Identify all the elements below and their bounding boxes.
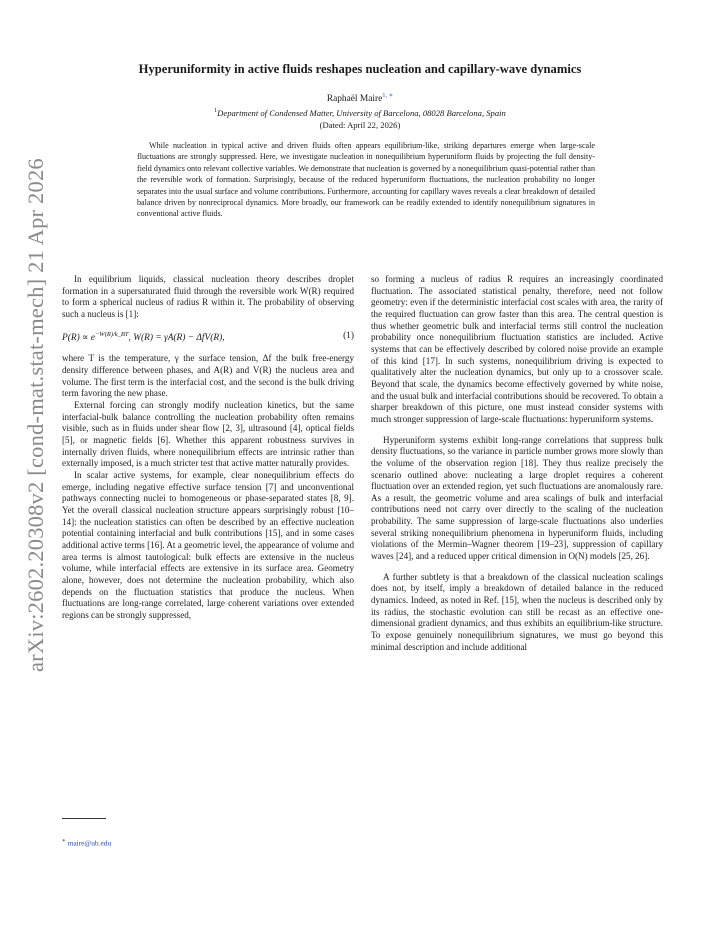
paragraph: so forming a nucleus of radius R requires an increasingly coordinated fluctuation. The associated statistical penalty, therefore, need not follow geometry: even if the deterministic interfacial cost scales with area, the rarity of the required fluctuation can grow faster than this area. The central question is thus whether geometric bulk and interfacial terms still control the nucleation probability once nonequilibrium fluctuation statistics are included. Active systems that can be effectively described by colored noise provide an example of this kind [17]. In such systems, nonequilibrium driving is expected to qualitatively alter the nucleation dynamics, but only up to a crossover scale. Beyond that scale, the dynamics become effectively governed by white noise, and the usual bulk and interfacial contributions should be recovered. To obtain a sharper breakdown of this picture, one must instead consider systems with much stronger suppression of large-scale fluctuations: hyperuniform systems. — [371, 274, 663, 424]
paper-title: Hyperuniformity in active fluids reshapes nucleation and capillary-wave dynamics — [138, 62, 582, 76]
paragraph: where T is the temperature, γ the surface tension, Δf the bulk free-energy density difference between phases, and A(R) and V(R) the nucleus area and volume. The first term is the interfacial cost, and the second is the bulk driving term favoring the new phase. — [62, 353, 354, 399]
author-marks[interactable]: 1, ∗ — [382, 92, 394, 99]
footnote — [62, 838, 111, 847]
right-column — [371, 274, 663, 653]
paragraph: In scalar active systems, for example, clear nonequilibrium effects do emerge, including negative effective surface tension [7] and unconventional pathways connecting nuclei to homogeneous or phase-separated states [8, 9]. Yet the overall classical nucleation structure appears surprisingly robust [10–14]: the nucleation statistics can often be described by an effective nucleation potential containing interfacial and bulk contributions [15], and in some cases additional active terms [16]. At a geometric level, the appearance of volume and area terms is almost tautological: bulk effects are extensive in the nucleus volume, while interfacial effects are extensive in its surface area. Geometry alone, however, does not determine the nucleation probability, which also depends on the fluctuation statistics that produce the nucleus. When fluctuations are long-range correlated, large coherent variations over extended regions can be strongly suppressed, — [62, 469, 354, 620]
equation-rhs: , W(R) = γA(R) − ΔfV(R), — [128, 332, 225, 343]
paragraph: External forcing can strongly modify nucleation kinetics, but the same interfacial-bulk balance controlling the nucleation probability often remains visible, such as in fluids under shear flow [2, 3], ultrasound [4], optical fields [5], or magnetic fields [6]. Whether this apparent robustness survives in internally driven fluids, where nonequilibrium effects are intrinsic rather than externally imposed, is a much stricter test that active matter naturally provides. — [62, 400, 354, 469]
email-link[interactable]: maire@ub.edu — [67, 838, 112, 848]
arxiv-identifier: arXiv:2602.20308v2 [cond-mat.stat-mech] 21 Apr 2026 — [23, 158, 48, 672]
paragraph: Hyperuniform systems exhibit long-range correlations that suppress bulk density fluctuations, so the variance in particle number grows more slowly than the volume of the observation region [18]. They thus realize precisely the scenario outlined above: nucleating a large droplet requires a coherent fluctuation over an extended region, yet such fluctuations are anomalously rare. As a result, the geometric volume and area scalings of bulk and interfacial contributions need not carry over directly to the scaling of the nucleation probability. The same suppression of large-scale fluctuations also underlies several striking nonequilibrium phenomena in hyperuniform fluids, including violations of the Mermin–Wagner theorem [19–23], suppression of capillary waves [24], and a reduced upper critical dimension in O(N) models [25, 26]. — [371, 434, 663, 562]
equation-exponent: −W(R)/k_BT — [94, 330, 129, 338]
footnote-rule — [62, 818, 106, 819]
affiliation-text: Department of Condensed Matter, University of Barcelona, 08028 Barcelona, Spain — [217, 108, 506, 118]
affil-mark: 1 — [214, 108, 218, 115]
equation-body — [62, 329, 225, 345]
author-line — [60, 91, 660, 104]
dated-line: (Dated: April 22, 2026) — [319, 120, 401, 130]
author-name: Raphaël Maire — [326, 94, 383, 105]
footnote-mark: ∗ — [62, 838, 66, 844]
equation-1 — [62, 329, 354, 345]
paragraph: In equilibrium liquids, classical nucleation theory describes droplet formation in a supersaturated fluid through the reversible work W(R) required to form a spherical nucleus of radius R within it. The probability of observing such a nucleus is [1]: — [62, 274, 354, 319]
abstract: While nucleation in typical active and driven fluids often appears equilibrium-like, striking departures emerge when large-scale fluctuations are strongly suppressed. Here, we investigate nucleation in nonequilibrium hyperuniform fluids by projecting the full density-field dynamics onto relevant collective variables. We demonstrate that nucleation is governed by a nonequilibrium quasi-potential rather than the reversible work of formation. Surprisingly, because of the reduced hyperuniform fluctuations, the nucleation probability no longer separates into the usual surface and volume contributions. Furthermore, accounting for capillary waves reveals a clear breakdown of detailed balance driven by nonreciprocal dynamics. More broadly, our framework can be readily extended to identify nonequilibrium signatures in conventional active fluids. — [137, 141, 595, 219]
affiliation — [60, 108, 660, 118]
equation-number: (1) — [343, 330, 354, 341]
left-column — [62, 274, 354, 622]
paragraph: A further subtlety is that a breakdown of the classical nucleation scalings does not, by itself, imply a breakdown of detailed balance in the reduced dynamics. Indeed, as noted in Ref. [15], when the nucleus is described only by its radius, the stochastic evolution can still be recast as an effective one-dimensional gradient dynamics, and thus exhibits an equilibrium-like structure. To expose genuinely nonequilibrium signatures, we must go beyond this minimal description and include additional — [371, 571, 663, 652]
equation-lhs: P(R) ∝ e — [62, 332, 95, 343]
